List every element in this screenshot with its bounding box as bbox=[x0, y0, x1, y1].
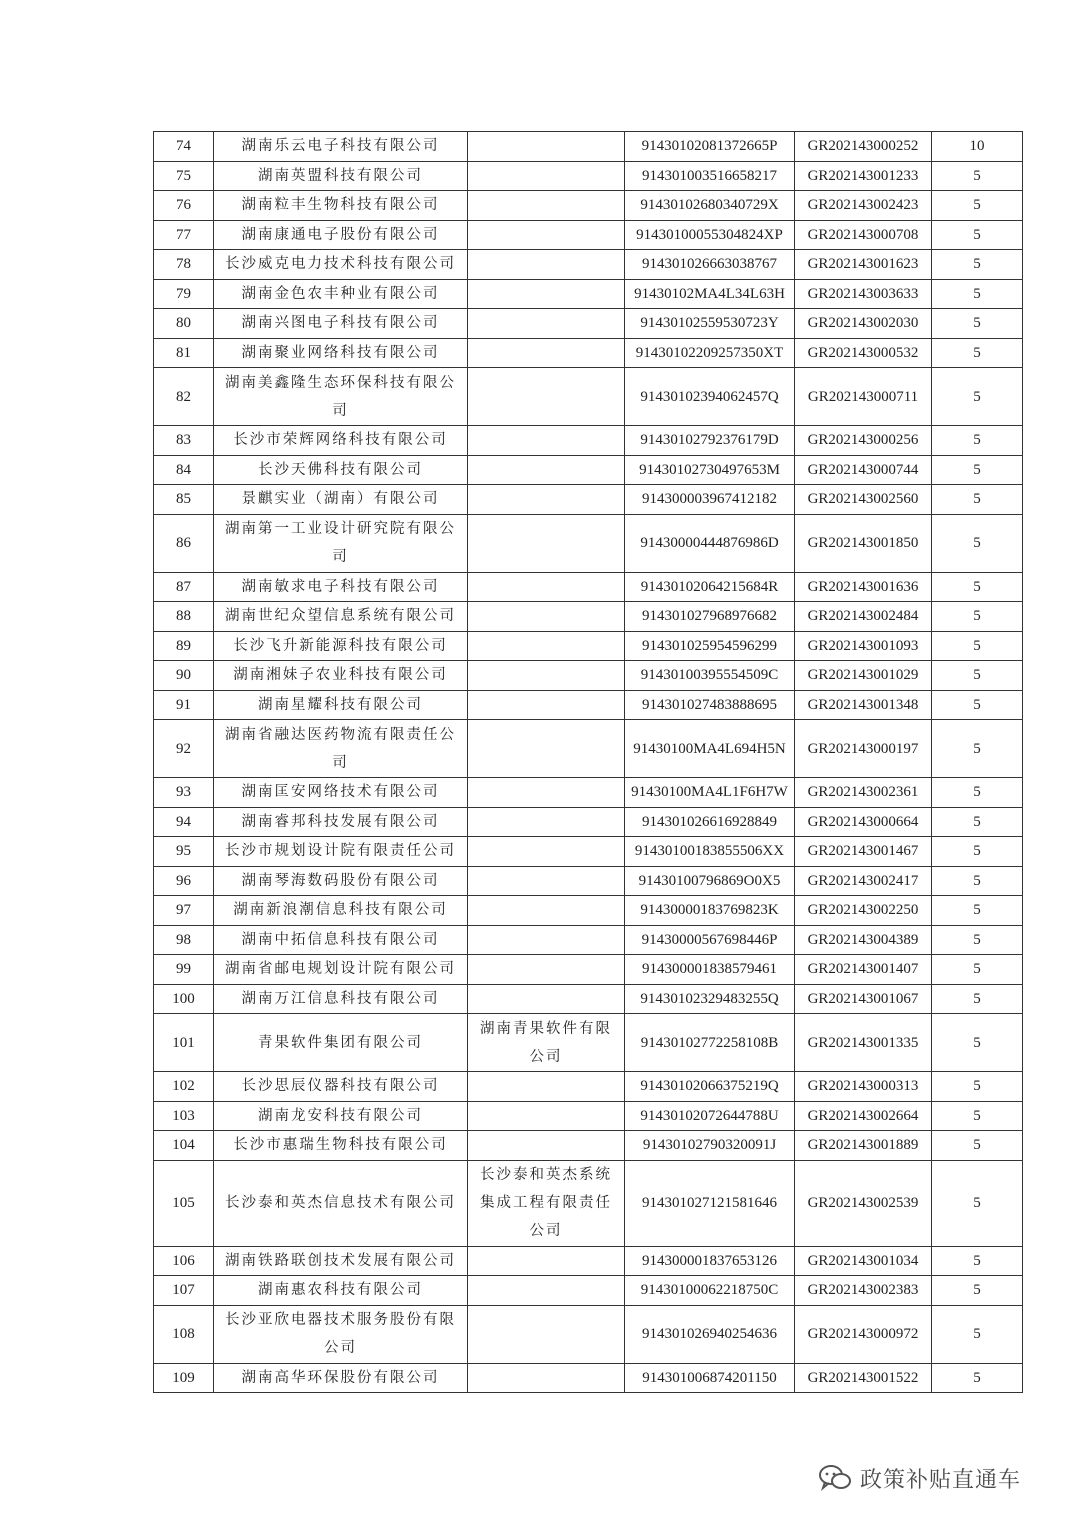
cell-former-name bbox=[468, 807, 625, 837]
cell-cert-no: GR202143002417 bbox=[795, 866, 932, 896]
cell-amount: 5 bbox=[932, 1276, 1023, 1306]
cell-credit-code: 91430102072644788U bbox=[625, 1101, 795, 1131]
cell-seq-no: 106 bbox=[154, 1246, 214, 1276]
cell-seq-no: 96 bbox=[154, 866, 214, 896]
cell-former-name bbox=[468, 309, 625, 339]
cell-seq-no: 104 bbox=[154, 1131, 214, 1161]
table-row bbox=[154, 1305, 1023, 1363]
table-row bbox=[154, 161, 1023, 191]
cell-credit-code: 914300003967412182 bbox=[625, 485, 795, 515]
cell-seq-no: 77 bbox=[154, 220, 214, 250]
cell-credit-code: 91430000444876986D bbox=[625, 514, 795, 572]
cell-former-name bbox=[468, 1363, 625, 1393]
table-row bbox=[154, 514, 1023, 572]
cell-former-name bbox=[468, 485, 625, 515]
cell-company-name: 湖南世纪众望信息系统有限公司 bbox=[214, 602, 468, 632]
cell-cert-no: GR202143001034 bbox=[795, 1246, 932, 1276]
cell-amount: 5 bbox=[932, 1072, 1023, 1102]
cell-seq-no: 88 bbox=[154, 602, 214, 632]
cell-credit-code: 91430100183855506XX bbox=[625, 837, 795, 867]
cell-company-name: 湖南铁路联创技术发展有限公司 bbox=[214, 1246, 468, 1276]
cell-amount: 5 bbox=[932, 1014, 1023, 1072]
cell-company-name: 长沙市规划设计院有限责任公司 bbox=[214, 837, 468, 867]
table-row bbox=[154, 132, 1023, 162]
cell-credit-code: 91430000183769823K bbox=[625, 896, 795, 926]
cell-seq-no: 78 bbox=[154, 250, 214, 280]
cell-former-name bbox=[468, 661, 625, 691]
cell-seq-no: 81 bbox=[154, 338, 214, 368]
cell-amount: 5 bbox=[932, 1246, 1023, 1276]
cell-company-name: 湖南粒丰生物科技有限公司 bbox=[214, 191, 468, 221]
cell-former-name bbox=[468, 984, 625, 1014]
cell-seq-no: 76 bbox=[154, 191, 214, 221]
cell-former-name bbox=[468, 1131, 625, 1161]
cell-company-name: 湖南敏求电子科技有限公司 bbox=[214, 572, 468, 602]
cell-company-name: 长沙威克电力技术科技有限公司 bbox=[214, 250, 468, 280]
cell-credit-code: 914301026940254636 bbox=[625, 1305, 795, 1363]
cell-cert-no: GR202143002539 bbox=[795, 1160, 932, 1246]
cell-amount: 5 bbox=[932, 161, 1023, 191]
cell-seq-no: 75 bbox=[154, 161, 214, 191]
cell-seq-no: 108 bbox=[154, 1305, 214, 1363]
cell-amount: 5 bbox=[932, 1101, 1023, 1131]
cell-company-name: 湖南第一工业设计研究院有限公司 bbox=[214, 514, 468, 572]
cell-credit-code: 91430102064215684R bbox=[625, 572, 795, 602]
cell-seq-no: 103 bbox=[154, 1101, 214, 1131]
cell-seq-no: 100 bbox=[154, 984, 214, 1014]
cell-former-name bbox=[468, 778, 625, 808]
cell-former-name bbox=[468, 866, 625, 896]
table-row bbox=[154, 338, 1023, 368]
cell-amount: 5 bbox=[932, 514, 1023, 572]
cell-former-name bbox=[468, 426, 625, 456]
cell-company-name: 湖南新浪潮信息科技有限公司 bbox=[214, 896, 468, 926]
cell-former-name bbox=[468, 514, 625, 572]
cell-seq-no: 82 bbox=[154, 368, 214, 426]
cell-cert-no: GR202143001407 bbox=[795, 955, 932, 985]
cell-former-name bbox=[468, 1305, 625, 1363]
cell-amount: 5 bbox=[932, 984, 1023, 1014]
cell-seq-no: 105 bbox=[154, 1160, 214, 1246]
table-row bbox=[154, 807, 1023, 837]
cell-company-name: 湖南聚业网络科技有限公司 bbox=[214, 338, 468, 368]
cell-company-name: 湖南康通电子股份有限公司 bbox=[214, 220, 468, 250]
cell-amount: 5 bbox=[932, 720, 1023, 778]
table-row bbox=[154, 631, 1023, 661]
cell-cert-no: GR202143002423 bbox=[795, 191, 932, 221]
cell-seq-no: 101 bbox=[154, 1014, 214, 1072]
cell-cert-no: GR202143000664 bbox=[795, 807, 932, 837]
cell-credit-code: 91430102559530723Y bbox=[625, 309, 795, 339]
cell-former-name bbox=[468, 250, 625, 280]
cell-seq-no: 94 bbox=[154, 807, 214, 837]
cell-amount: 5 bbox=[932, 426, 1023, 456]
cell-cert-no: GR202143000708 bbox=[795, 220, 932, 250]
cell-former-name bbox=[468, 572, 625, 602]
cell-credit-code: 914300001837653126 bbox=[625, 1246, 795, 1276]
cell-seq-no: 109 bbox=[154, 1363, 214, 1393]
cell-credit-code: 91430100055304824XP bbox=[625, 220, 795, 250]
table-row bbox=[154, 837, 1023, 867]
table-row bbox=[154, 1160, 1023, 1246]
cell-former-name bbox=[468, 338, 625, 368]
cell-company-name: 湖南万江信息科技有限公司 bbox=[214, 984, 468, 1014]
cell-cert-no: GR202143001889 bbox=[795, 1131, 932, 1161]
cell-seq-no: 80 bbox=[154, 309, 214, 339]
table-row bbox=[154, 1101, 1023, 1131]
table-row bbox=[154, 1072, 1023, 1102]
table-row bbox=[154, 690, 1023, 720]
cell-credit-code: 91430102394062457Q bbox=[625, 368, 795, 426]
cell-seq-no: 87 bbox=[154, 572, 214, 602]
cell-amount: 5 bbox=[932, 925, 1023, 955]
cell-credit-code: 914301006874201150 bbox=[625, 1363, 795, 1393]
cell-credit-code: 914301027968976682 bbox=[625, 602, 795, 632]
cell-amount: 5 bbox=[932, 485, 1023, 515]
table-row bbox=[154, 572, 1023, 602]
cell-company-name: 长沙市荣辉网络科技有限公司 bbox=[214, 426, 468, 456]
cell-amount: 5 bbox=[932, 955, 1023, 985]
cell-company-name: 湖南乐云电子科技有限公司 bbox=[214, 132, 468, 162]
cell-company-name: 湖南高华环保股份有限公司 bbox=[214, 1363, 468, 1393]
cell-credit-code: 91430102680340729X bbox=[625, 191, 795, 221]
cell-former-name bbox=[468, 220, 625, 250]
cell-amount: 5 bbox=[932, 455, 1023, 485]
cell-seq-no: 97 bbox=[154, 896, 214, 926]
cell-cert-no: GR202143001467 bbox=[795, 837, 932, 867]
table-row bbox=[154, 250, 1023, 280]
cell-credit-code: 91430102730497653M bbox=[625, 455, 795, 485]
table-row bbox=[154, 485, 1023, 515]
cell-seq-no: 90 bbox=[154, 661, 214, 691]
cell-company-name: 湖南英盟科技有限公司 bbox=[214, 161, 468, 191]
cell-former-name bbox=[468, 1246, 625, 1276]
cell-former-name bbox=[468, 455, 625, 485]
cell-amount: 5 bbox=[932, 191, 1023, 221]
cell-seq-no: 89 bbox=[154, 631, 214, 661]
table-row bbox=[154, 925, 1023, 955]
cell-credit-code: 91430102790320091J bbox=[625, 1131, 795, 1161]
cell-credit-code: 91430100MA4L694H5N bbox=[625, 720, 795, 778]
cell-company-name: 湖南兴图电子科技有限公司 bbox=[214, 309, 468, 339]
cell-amount: 5 bbox=[932, 602, 1023, 632]
cell-cert-no: GR202143000532 bbox=[795, 338, 932, 368]
cell-cert-no: GR202143000313 bbox=[795, 1072, 932, 1102]
table-row bbox=[154, 191, 1023, 221]
cell-cert-no: GR202143001093 bbox=[795, 631, 932, 661]
cell-amount: 5 bbox=[932, 572, 1023, 602]
cell-company-name: 湖南琴海数码股份有限公司 bbox=[214, 866, 468, 896]
cell-cert-no: GR202143002484 bbox=[795, 602, 932, 632]
cell-seq-no: 93 bbox=[154, 778, 214, 808]
cell-amount: 5 bbox=[932, 896, 1023, 926]
table-row bbox=[154, 309, 1023, 339]
cell-former-name bbox=[468, 191, 625, 221]
cell-seq-no: 98 bbox=[154, 925, 214, 955]
cell-credit-code: 91430102329483255Q bbox=[625, 984, 795, 1014]
cell-former-name bbox=[468, 1101, 625, 1131]
cell-cert-no: GR202143002664 bbox=[795, 1101, 932, 1131]
cell-former-name bbox=[468, 279, 625, 309]
cell-former-name bbox=[468, 161, 625, 191]
table-row bbox=[154, 1363, 1023, 1393]
cell-company-name: 湖南睿邦科技发展有限公司 bbox=[214, 807, 468, 837]
cell-cert-no: GR202143002361 bbox=[795, 778, 932, 808]
cell-amount: 5 bbox=[932, 1131, 1023, 1161]
cell-amount: 5 bbox=[932, 631, 1023, 661]
cell-company-name: 湖南省融达医药物流有限责任公司 bbox=[214, 720, 468, 778]
cell-cert-no: GR202143001522 bbox=[795, 1363, 932, 1393]
cell-seq-no: 92 bbox=[154, 720, 214, 778]
cell-company-name: 湖南中拓信息科技有限公司 bbox=[214, 925, 468, 955]
cell-credit-code: 91430000567698446P bbox=[625, 925, 795, 955]
cell-amount: 5 bbox=[932, 338, 1023, 368]
cell-amount: 5 bbox=[932, 1160, 1023, 1246]
cell-seq-no: 79 bbox=[154, 279, 214, 309]
cell-former-name bbox=[468, 955, 625, 985]
cell-cert-no: GR202143001029 bbox=[795, 661, 932, 691]
cell-credit-code: 91430100MA4L1F6H7W bbox=[625, 778, 795, 808]
subsidy-list-table bbox=[153, 131, 1023, 1393]
cell-cert-no: GR202143000972 bbox=[795, 1305, 932, 1363]
table-row bbox=[154, 984, 1023, 1014]
cell-credit-code: 914301026663038767 bbox=[625, 250, 795, 280]
cell-cert-no: GR202143002560 bbox=[795, 485, 932, 515]
cell-amount: 5 bbox=[932, 866, 1023, 896]
cell-amount: 5 bbox=[932, 368, 1023, 426]
cell-cert-no: GR202143000711 bbox=[795, 368, 932, 426]
cell-company-name: 景麒实业（湖南）有限公司 bbox=[214, 485, 468, 515]
table-row bbox=[154, 1014, 1023, 1072]
cell-amount: 5 bbox=[932, 1363, 1023, 1393]
cell-credit-code: 914300001838579461 bbox=[625, 955, 795, 985]
cell-seq-no: 95 bbox=[154, 837, 214, 867]
cell-former-name bbox=[468, 690, 625, 720]
table-row bbox=[154, 778, 1023, 808]
cell-cert-no: GR202143000256 bbox=[795, 426, 932, 456]
cell-seq-no: 102 bbox=[154, 1072, 214, 1102]
cell-cert-no: GR202143001636 bbox=[795, 572, 932, 602]
cell-credit-code: 91430102081372665P bbox=[625, 132, 795, 162]
table-row bbox=[154, 720, 1023, 778]
cell-credit-code: 91430100395554509C bbox=[625, 661, 795, 691]
cell-company-name: 青果软件集团有限公司 bbox=[214, 1014, 468, 1072]
cell-amount: 10 bbox=[932, 132, 1023, 162]
cell-former-name bbox=[468, 631, 625, 661]
cell-company-name: 湖南金色农丰种业有限公司 bbox=[214, 279, 468, 309]
cell-former-name bbox=[468, 1072, 625, 1102]
table-row bbox=[154, 426, 1023, 456]
cell-seq-no: 84 bbox=[154, 455, 214, 485]
cell-cert-no: GR202143003633 bbox=[795, 279, 932, 309]
cell-seq-no: 86 bbox=[154, 514, 214, 572]
cell-company-name: 长沙亚欣电器技术服务股份有限公司 bbox=[214, 1305, 468, 1363]
cell-former-name bbox=[468, 896, 625, 926]
cell-former-name: 湖南青果软件有限公司 bbox=[468, 1014, 625, 1072]
cell-cert-no: GR202143002250 bbox=[795, 896, 932, 926]
cell-credit-code: 914301027121581646 bbox=[625, 1160, 795, 1246]
cell-cert-no: GR202143002030 bbox=[795, 309, 932, 339]
cell-company-name: 长沙泰和英杰信息技术有限公司 bbox=[214, 1160, 468, 1246]
table-row bbox=[154, 955, 1023, 985]
cell-former-name bbox=[468, 925, 625, 955]
cell-seq-no: 107 bbox=[154, 1276, 214, 1306]
cell-seq-no: 85 bbox=[154, 485, 214, 515]
cell-cert-no: GR202143001067 bbox=[795, 984, 932, 1014]
cell-cert-no: GR202143002383 bbox=[795, 1276, 932, 1306]
table-row bbox=[154, 866, 1023, 896]
cell-seq-no: 99 bbox=[154, 955, 214, 985]
cell-credit-code: 91430102792376179D bbox=[625, 426, 795, 456]
table-row bbox=[154, 1246, 1023, 1276]
cell-former-name bbox=[468, 602, 625, 632]
table-row bbox=[154, 1276, 1023, 1306]
table-row bbox=[154, 368, 1023, 426]
cell-amount: 5 bbox=[932, 309, 1023, 339]
cell-credit-code: 914301025954596299 bbox=[625, 631, 795, 661]
cell-credit-code: 91430100796869O0X5 bbox=[625, 866, 795, 896]
cell-former-name bbox=[468, 837, 625, 867]
cell-former-name: 长沙泰和英杰系统集成工程有限责任公司 bbox=[468, 1160, 625, 1246]
cell-company-name: 长沙飞升新能源科技有限公司 bbox=[214, 631, 468, 661]
cell-cert-no: GR202143001348 bbox=[795, 690, 932, 720]
cell-credit-code: 914301027483888695 bbox=[625, 690, 795, 720]
cell-amount: 5 bbox=[932, 250, 1023, 280]
cell-company-name: 湖南星耀科技有限公司 bbox=[214, 690, 468, 720]
watermark-text: 政策补贴直通车 bbox=[860, 1467, 1022, 1493]
cell-credit-code: 91430102066375219Q bbox=[625, 1072, 795, 1102]
cell-company-name: 湖南美鑫隆生态环保科技有限公司 bbox=[214, 368, 468, 426]
cell-company-name: 湖南湘妹子农业科技有限公司 bbox=[214, 661, 468, 691]
cell-seq-no: 91 bbox=[154, 690, 214, 720]
cell-seq-no: 83 bbox=[154, 426, 214, 456]
cell-amount: 5 bbox=[932, 778, 1023, 808]
cell-company-name: 长沙天佛科技有限公司 bbox=[214, 455, 468, 485]
cell-amount: 5 bbox=[932, 837, 1023, 867]
cell-credit-code: 91430100062218750C bbox=[625, 1276, 795, 1306]
cell-amount: 5 bbox=[932, 661, 1023, 691]
table-row bbox=[154, 220, 1023, 250]
cell-former-name bbox=[468, 132, 625, 162]
cell-amount: 5 bbox=[932, 807, 1023, 837]
cell-amount: 5 bbox=[932, 279, 1023, 309]
cell-company-name: 湖南惠农科技有限公司 bbox=[214, 1276, 468, 1306]
cell-credit-code: 91430102MA4L34L63H bbox=[625, 279, 795, 309]
cell-company-name: 长沙市惠瑞生物科技有限公司 bbox=[214, 1131, 468, 1161]
cell-credit-code: 914301026616928849 bbox=[625, 807, 795, 837]
cell-cert-no: GR202143001850 bbox=[795, 514, 932, 572]
table-row bbox=[154, 455, 1023, 485]
wechat-icon bbox=[818, 1464, 852, 1492]
cell-cert-no: GR202143000197 bbox=[795, 720, 932, 778]
cell-company-name: 湖南龙安科技有限公司 bbox=[214, 1101, 468, 1131]
cell-company-name: 长沙思辰仪器科技有限公司 bbox=[214, 1072, 468, 1102]
table-row bbox=[154, 279, 1023, 309]
cell-credit-code: 914301003516658217 bbox=[625, 161, 795, 191]
table-row bbox=[154, 602, 1023, 632]
cell-cert-no: GR202143000252 bbox=[795, 132, 932, 162]
cell-cert-no: GR202143004389 bbox=[795, 925, 932, 955]
account-watermark bbox=[818, 1458, 1021, 1498]
cell-cert-no: GR202143001623 bbox=[795, 250, 932, 280]
table-row bbox=[154, 661, 1023, 691]
cell-credit-code: 91430102772258108B bbox=[625, 1014, 795, 1072]
cell-company-name: 湖南省邮电规划设计院有限公司 bbox=[214, 955, 468, 985]
table-row bbox=[154, 1131, 1023, 1161]
table-row bbox=[154, 896, 1023, 926]
cell-cert-no: GR202143001335 bbox=[795, 1014, 932, 1072]
cell-former-name bbox=[468, 1276, 625, 1306]
cell-company-name: 湖南匡安网络技术有限公司 bbox=[214, 778, 468, 808]
cell-seq-no: 74 bbox=[154, 132, 214, 162]
cell-credit-code: 91430102209257350XT bbox=[625, 338, 795, 368]
cell-amount: 5 bbox=[932, 690, 1023, 720]
cell-amount: 5 bbox=[932, 1305, 1023, 1363]
cell-former-name bbox=[468, 368, 625, 426]
cell-amount: 5 bbox=[932, 220, 1023, 250]
cell-former-name bbox=[468, 720, 625, 778]
cell-cert-no: GR202143001233 bbox=[795, 161, 932, 191]
cell-cert-no: GR202143000744 bbox=[795, 455, 932, 485]
